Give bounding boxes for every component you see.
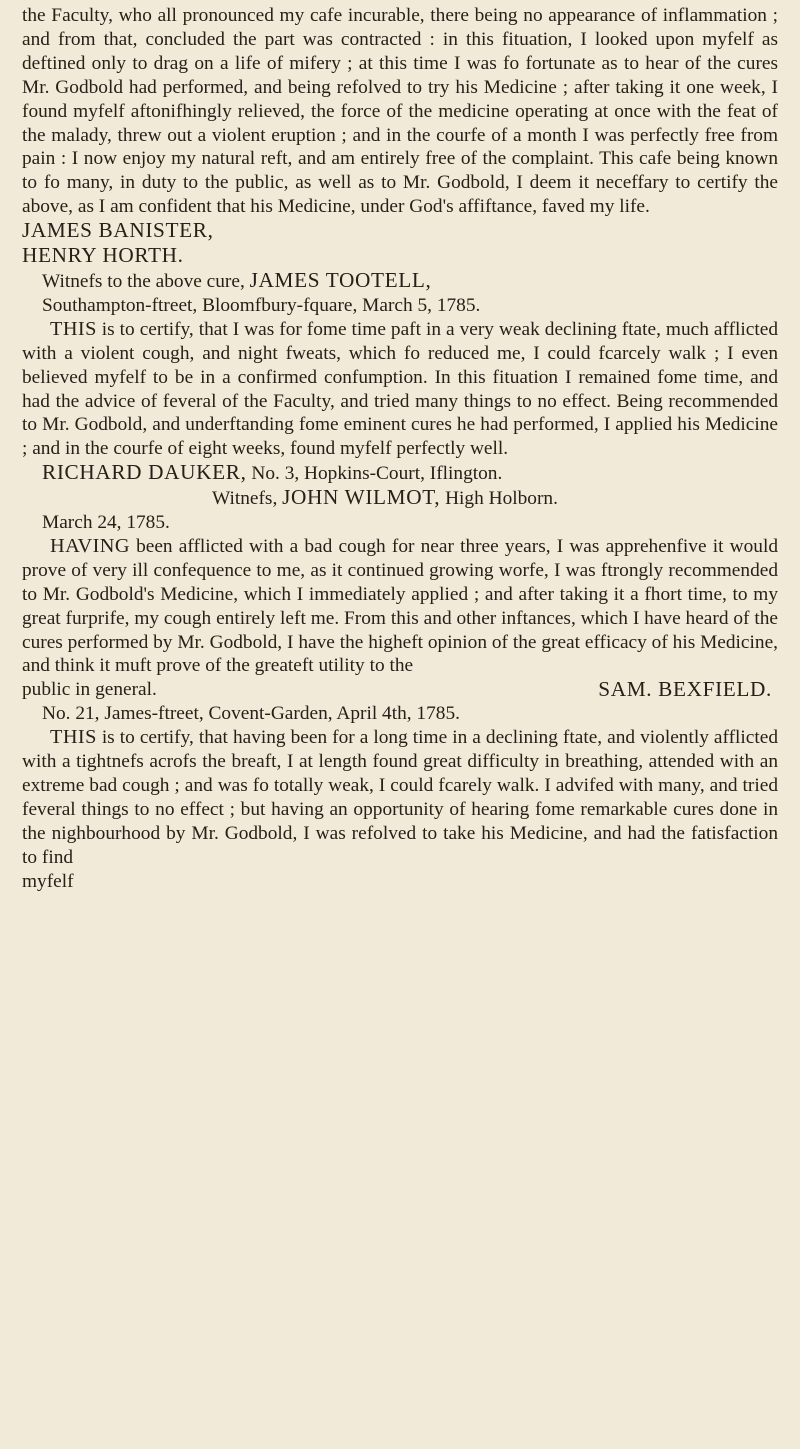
- testimonial: [22, 535, 778, 726]
- testimonial-lead-word: THIS: [50, 317, 97, 340]
- catchword: myfelf: [22, 870, 74, 892]
- testimonial-date: March 24, 1785.: [42, 512, 170, 534]
- testimonial-lead-word: THIS: [50, 726, 97, 749]
- signature-address: No. 21, James-ftreet, Covent-Garden, April 4th, 1785.: [42, 703, 460, 725]
- testimonial-continuation: [22, 4, 778, 318]
- witness-label: Witnefs to the above cure,: [42, 270, 245, 292]
- signature-address: No. 3, Hopkins-Court, Iflington.: [251, 463, 503, 485]
- testimonial-text-end: public in general.: [22, 679, 157, 701]
- witness-line: [22, 269, 778, 294]
- witness-label: Witnefs,: [212, 488, 278, 510]
- witness-address: High Holborn.: [445, 488, 558, 510]
- signature-name: HENRY HORTH.: [22, 243, 184, 268]
- signature-line: [22, 461, 778, 486]
- witness-address: Southampton-ftreet, Bloomfbury-fquare, March 5, 1785.: [42, 294, 481, 316]
- testimonial-lead-word: HAVING: [50, 534, 130, 557]
- testimonial-text: is to certify, that having been for a long time in a declining ftate, and violently afflicted with a tightnefs acrofs the breaft, I at length found great difficulty in breathing, attended with an extreme bad cough ; and was fo totally weak, I could fcarely walk. I advifed with many, and tried feveral things to no effect ; but having an opportunity of hearing fome remarkable cures done in the nighbourhood by Mr. Godbold, I was refolved to take his Medicine, and had the fatisfaction to find: [22, 727, 778, 868]
- testimonial: [22, 318, 778, 535]
- testimonial-text: the Faculty, who all pronounced my cafe incurable, there being no appearance of inflammation ; and from that, concluded the part was contracted : in this fituation, I looked upon myfelf as deftined only to drag on a life of mifery ; at this time I was fo fortunate as to hear of the cures Mr. Godbold had performed, and being refolved to try his Medicine ; after taking it one week, I found myfelf aftonifhingly relieved, the force of the medicine operating at once with the feat of the malady, threw out a violent eruption ; and in the courfe of a month I was perfectly free from pain : I now enjoy my natural reft, and am entirely free of the complaint. This cafe being known to fo many, in duty to the public, as well as to Mr. Godbold, I deem it neceffary to certify the above, as I am confident that his Medicine, under God's affiftance, faved my life.: [22, 5, 778, 218]
- signature-name: RICHARD DAUKER,: [42, 460, 247, 485]
- witness-line: [22, 486, 778, 511]
- signature-name: JAMES BANISTER,: [22, 218, 214, 243]
- testimonial: [22, 726, 778, 893]
- witness-name: JAMES TOOTELL,: [249, 267, 432, 292]
- testimonial-text: been afflicted with a bad cough for near three years, I was apprehenfive it would prove of very ill confequence to me, as it continued growing worfe, I was ftrongly recommended to Mr. Godbold's Medicine, which I immediately applied ; and after taking it a fhort time, to my great furprife, my cough entirely left me. From this and other inftances, which I have heard of the cures performed by Mr. Godbold, I have the higheft opinion of the great efficacy of his Medicine, and think it muft prove of the greateft utility to the: [22, 535, 778, 677]
- signature-name: SAM. BEXFIELD.: [598, 677, 772, 702]
- witness-name: JOHN WILMOT,: [282, 485, 441, 510]
- testimonial-text: is to certify, that I was for fome time paft in a very weak declining ftate, much afflicted with a violent cough, and night fweats, which fo reduced me, I could fcarcely walk ; I even believed myfelf to be in a confirmed confumption. In this fituation I remained fome time, and had the advice of feveral of the Faculty, and tried many things to no effect. Being recommended to Mr. Godbold, and underftanding fome eminent cures he had performed, I applied his Medicine ; and in the courfe of eight weeks, found myfelf perfectly well.: [22, 318, 778, 460]
